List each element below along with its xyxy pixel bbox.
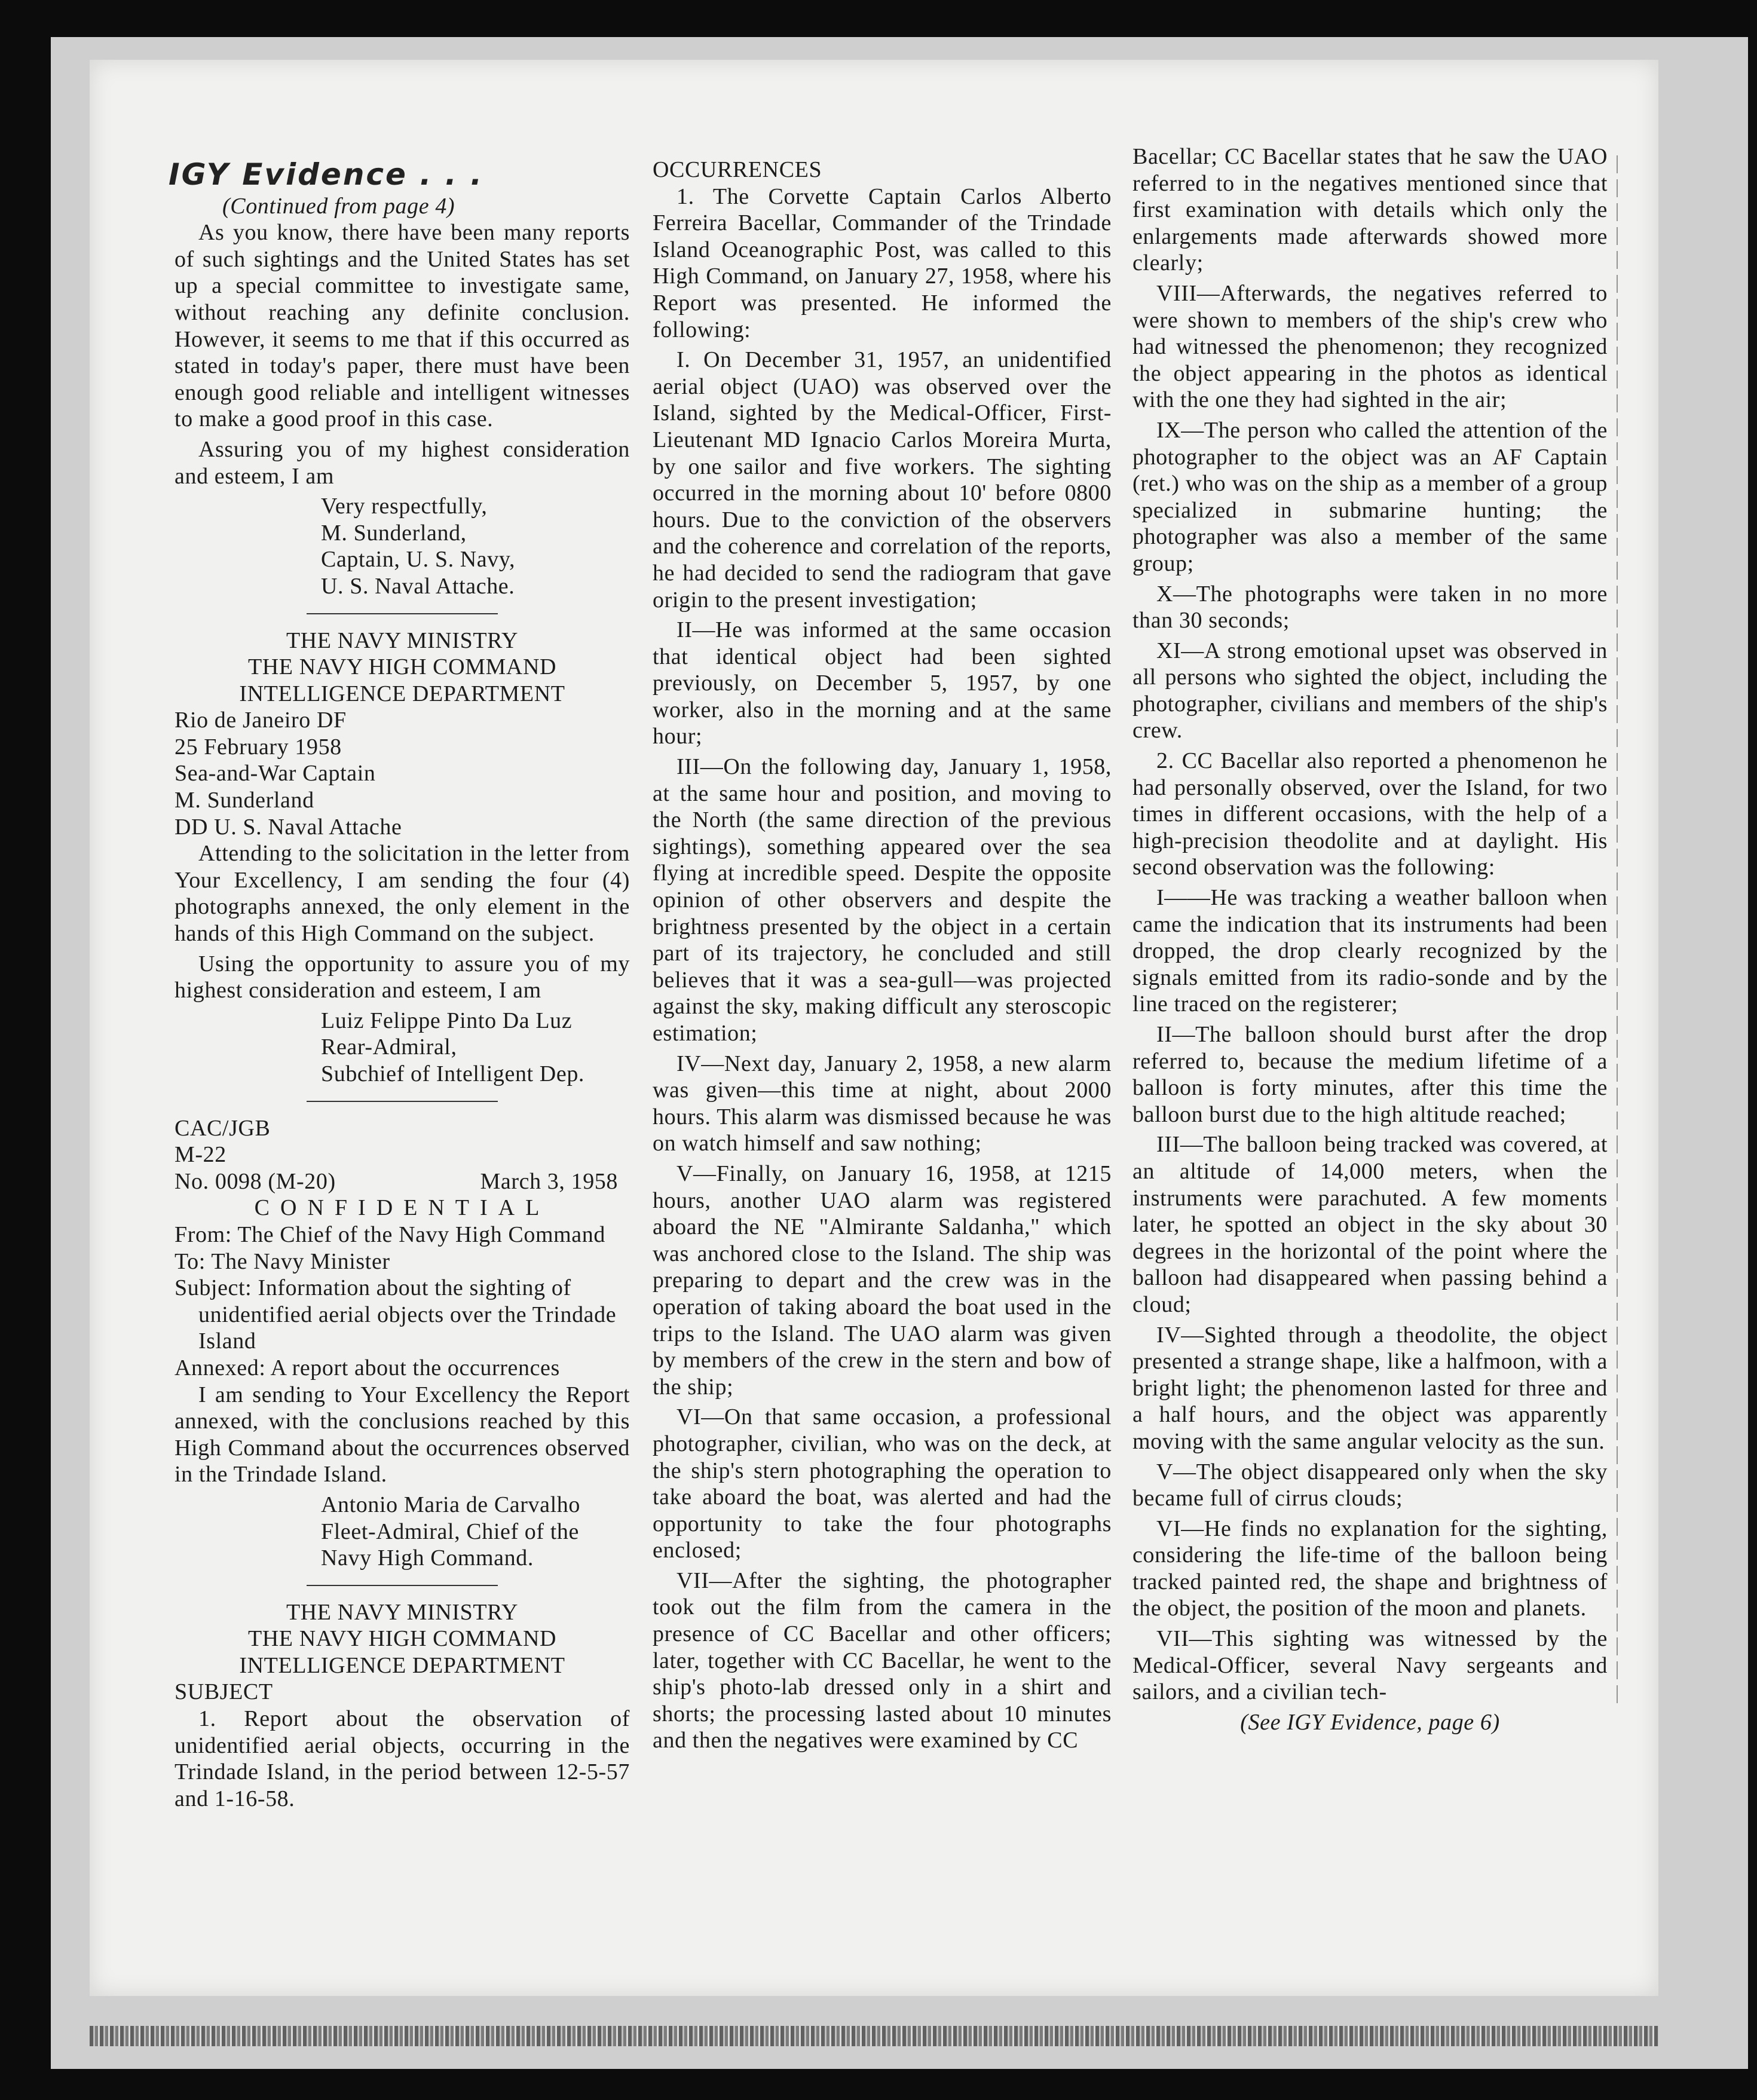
letterhead-line: THE NAVY HIGH COMMAND [247, 654, 557, 680]
text-line: 25 February 1958 [175, 734, 342, 760]
paragraph: III—The balloon being tracked was covered, at an altitude of 14,000 meters, when the instruments were parachuted. A few moments later, he spotted an object in the sky about 30 degrees in the horizontal of the point where the balloon had disappeared when passing behind a cloud; [1132, 1132, 1608, 1317]
article-headline: IGY Evidence . . . [169, 157, 484, 192]
memo-field: To: The Navy Minister [175, 1248, 390, 1274]
signature-line: U. S. Naval Attache. [321, 573, 515, 599]
paragraph: VII—After the sighting, the photographer took out the film from the camera in the presence of CC Bacellar and other officers; later, together with CC Bacellar, he went to the ship's photo-lab dressed only in a shirt and shorts; the processing lasted about 10 minutes and then the negatives were examined by CC [653, 1568, 1112, 1753]
text-line: DD U. S. Naval Attache [175, 814, 402, 840]
column-1 [169, 157, 630, 1816]
paragraph: II—He was informed at the same occasion that identical object had been sighted previously, on December 5, 1957, by one worker, also in the morning and at the same hour; [653, 617, 1112, 749]
paragraph: II—The balloon should burst after the drop referred to, because the medium lifetime of a balloon is forty minutes, after this time the balloon burst due to the high altitude reached; [1132, 1022, 1608, 1127]
divider-rule [307, 1101, 498, 1102]
letterhead-line: THE NAVY HIGH COMMAND [247, 1626, 557, 1652]
text-line: Rio de Janeiro DF [175, 708, 347, 733]
paragraph: Attending to the solicitation in the letter from Your Excellency, I am sending the four (4) photographs annexed, the only element in the hands of this High Command on the subject. [175, 841, 630, 947]
memo-field: Annexed: A report about the occurrences [175, 1355, 560, 1380]
paragraph: 1. The Corvette Captain Carlos Alberto Ferreira Bacellar, Commander of the Trindade Island Oceanographic Post, was called to this High Command, on January 27, 1958, where his Report was presented. He informed the following: [653, 183, 1112, 342]
signature-line: Antonio Maria de Carvalho [321, 1492, 580, 1517]
text-line: M. Sunderland [175, 788, 314, 813]
signature-line: Subchief of Intelligent Dep. [321, 1061, 585, 1086]
text-line: CAC/JGB [175, 1115, 271, 1141]
scan-edge-artifact [90, 2026, 1658, 2046]
paragraph: VI—On that same occasion, a professional photographer, civilian, who was on the deck, at the ship's stern photographing the operation to take aboard the boat, was alerted and had the opportunity to take the four photographs enclosed; [653, 1404, 1112, 1563]
paragraph: I am sending to Your Excellency the Report annexed, with the conclusions reached by this High Command about the occurrences observed in the Trindade Island. [175, 1382, 630, 1487]
reference-row [175, 1168, 630, 1195]
signature-line: Very respectfully, [321, 494, 488, 519]
paragraph: IX—The person who called the attention of the photographer to the object was an AF Captain (ret.) who was on the ship as a member of a group specialized in submarine hunting; the photographer was also a member of the same group; [1132, 417, 1608, 576]
paragraph: VI—He finds no explanation for the sighting, considering the life-time of the balloon being tracked painted red, the shape and brightness of the object, the position of the moon and planets. [1132, 1516, 1608, 1621]
divider-rule [307, 613, 498, 614]
continued-note: (Continued from page 4) [222, 193, 455, 219]
letterhead-line: INTELLIGENCE DEPARTMENT [239, 681, 565, 706]
signature-line: M. Sunderland, [321, 520, 467, 546]
text-line: OCCURRENCES [653, 157, 822, 182]
paragraph: I. On December 31, 1957, an unidentified aerial object (UAO) was observed over the Island, sighted by the Medical-Officer, First-Lieutenant MD Ignacio Carlos Moreira Murta, by one sailor and five workers. The sighting occurred in the morning about 10' before 0800 hours. Due to the conviction of the observers and the coherence and correlation of the reports, he had decided to send the radiogram that gave origin to the present investigation; [653, 347, 1112, 613]
paragraph: III—On the following day, January 1, 1958, at the same hour and position, and moving to the North (the same direction of the previous sightings), something appeared over the sea flying at incredible speed. Despite the opposite opinion of other observers and despite the brightness presented by the object in a certain part of its trajectory, he concluded and still believes that it was a sea-gull—was projected against the sky, making difficult any steroscopic estimation; [653, 754, 1112, 1046]
signature-line: Luiz Felippe Pinto Da Luz [321, 1008, 573, 1033]
paragraph: V—The object disappeared only when the sky became full of cirrus clouds; [1132, 1459, 1608, 1511]
paragraph: VII—This sighting was witnessed by the Medical-Officer, several Navy sergeants and sailors, and a civilian tech- [1132, 1626, 1608, 1705]
signature-line: Fleet-Admiral, Chief of the [321, 1519, 579, 1544]
continuation-reference: (See IGY Evidence, page 6) [1240, 1709, 1500, 1735]
paragraph: V—Finally, on January 16, 1958, at 1215 hours, another UAO alarm was registered aboard the NE "Almirante Saldanha," which was anchored close to the Island. The ship was preparing to depart and the crew was in the operation of taking aboard the boat used in the trips to the Island. The UAO alarm was given by members of the crew in the stern and bow of the ship; [653, 1161, 1112, 1400]
column-3 [1132, 143, 1608, 1735]
column-2 [653, 157, 1112, 1758]
paragraph: IV—Sighted through a theodolite, the object presented a strange shape, like a halfmoon, with a bright light; the phenomenon lasted for three and a half hours, and the object was apparently moving with the same angular velocity as the sun. [1132, 1322, 1608, 1454]
divider-rule [307, 1585, 498, 1586]
memo-field: Subject: Information about the sighting of unidentified aerial objects over the Trindade Island [175, 1275, 617, 1354]
text-line: SUBJECT [175, 1679, 273, 1705]
signature-line: Rear-Admiral, [321, 1034, 457, 1060]
signature-line: Navy High Command. [321, 1545, 534, 1571]
text-line: Sea-and-War Captain [175, 761, 376, 786]
classification-label: CONFIDENTIAL [254, 1195, 550, 1221]
text-line: M-22 [175, 1142, 226, 1168]
paragraph: IV—Next day, January 2, 1958, a new alarm was given—this time at night, about 2000 hours. This alarm was dismissed because he was on watch himself and saw nothing; [653, 1051, 1112, 1156]
paragraph: X—The photographs were taken in no more than 30 seconds; [1132, 581, 1608, 633]
letterhead-line: THE NAVY MINISTRY [286, 1599, 519, 1625]
paragraph: 1. Report about the observation of unidentified aerial objects, occurring in the Trindade Island, in the period between 12-5-57 and 1-16-58. [175, 1706, 630, 1811]
document-date: March 3, 1958 [480, 1168, 618, 1194]
column-edge-rule [1617, 155, 1618, 1709]
memo-field: From: The Chief of the Navy High Command [175, 1222, 605, 1247]
paragraph: I——He was tracking a weather balloon when came the indication that its instruments had been dropped, the drop clearly recognized by the signals emitted from its radio-sonde and by the line traced on the registerer; [1132, 885, 1608, 1017]
letterhead-line: THE NAVY MINISTRY [286, 627, 519, 653]
paragraph: Bacellar; CC Bacellar states that he saw the UAO referred to in the negatives mentioned since that first examination with details which only the enlargements made afterwards showed more clearly; [1132, 144, 1608, 276]
document-number: No. 0098 (M-20) [175, 1168, 336, 1194]
paragraph: Assuring you of my highest consideration and esteem, I am [175, 436, 630, 489]
paragraph: VIII—Afterwards, the negatives referred to were shown to members of the ship's crew who had witnessed the phenomenon; they recognized the object appearing in the photos as identical with the one they had sighted in the air; [1132, 280, 1608, 413]
paragraph: 2. CC Bacellar also reported a phenomenon he had personally observed, over the Island, for two times in different occasions, with the help of a high-precision theodolite and at daylight. His second observation was the following: [1132, 748, 1608, 880]
paragraph: Using the opportunity to assure you of my highest consideration and esteem, I am [175, 951, 630, 1003]
signature-line: Captain, U. S. Navy, [321, 547, 516, 573]
paragraph: XI—A strong emotional upset was observed in all persons who sighted the object, including the photographer, civilians and members of the ship's crew. [1132, 638, 1608, 743]
paragraph: As you know, there have been many reports of such sightings and the United States has set up a special committee to investigate same, without reaching any definite conclusion. However, it seems to me that if this occurred as stated in today's paper, there must have been enough good reliable and intelligent witnesses to make a good proof in this case. [175, 220, 630, 432]
letterhead-line: INTELLIGENCE DEPARTMENT [239, 1652, 565, 1678]
